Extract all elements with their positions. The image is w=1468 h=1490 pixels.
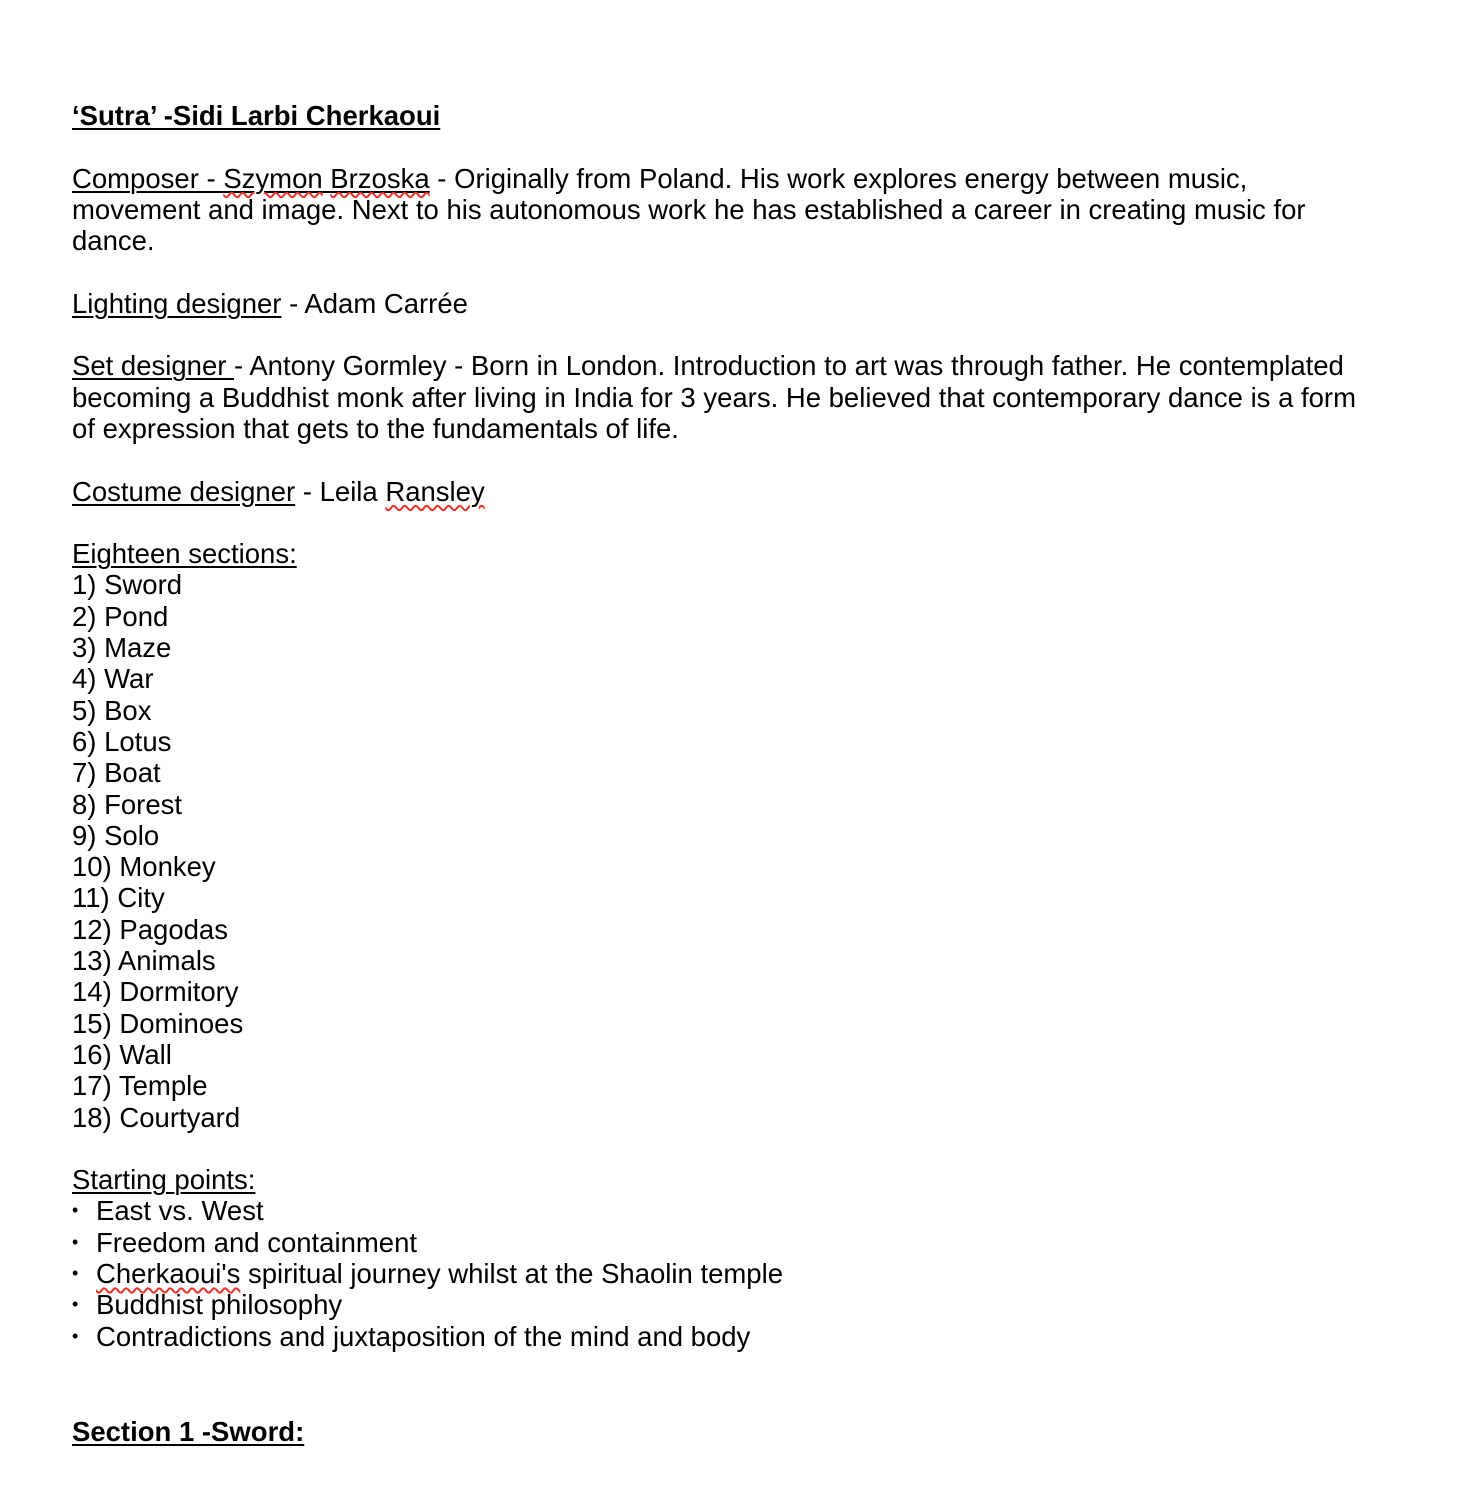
starting-points-list xyxy=(72,1195,1372,1351)
composer-label: Composer - Szymon Brzoska xyxy=(72,162,430,194)
document-title: ‘Sutra’ -Sidi Larbi Cherkaoui xyxy=(72,100,441,131)
bullet-icon: • xyxy=(72,1200,79,1221)
list-item: • Cherkaoui's spiritual journey whilst at the Shaolin temple xyxy=(72,1257,784,1289)
sections-list xyxy=(72,569,1372,1132)
bullet-icon: • xyxy=(72,1231,79,1252)
list-item: 16) Wall xyxy=(72,1038,172,1070)
list-item: 12) Pagodas xyxy=(72,913,228,945)
lighting-value: - Adam Carrée xyxy=(281,287,468,319)
composer-description: - Originally from Poland. His work explores energy between music, movement and image. Next to his autonomous work he has established a career in creating music for dance. xyxy=(72,162,1306,257)
list-item: 15) Dominoes xyxy=(72,1007,244,1039)
list-item: 6) Lotus xyxy=(72,725,172,757)
costume-surname: Ransley xyxy=(385,475,485,507)
list-item: 3) Maze xyxy=(72,632,172,664)
spacer xyxy=(72,507,1372,538)
spacer xyxy=(72,444,1372,475)
list-item: 2) Pond xyxy=(72,600,169,632)
list-item: 14) Dormitory xyxy=(72,976,239,1008)
spacer xyxy=(72,1133,1372,1164)
document-page xyxy=(72,100,1372,1447)
set-label: Set designer xyxy=(72,350,235,382)
bullet-icon: • xyxy=(72,1325,79,1346)
bullet-icon: • xyxy=(72,1262,79,1283)
spacer xyxy=(72,1352,1372,1416)
list-item: 5) Box xyxy=(72,694,152,726)
list-item: • Buddhist philosophy xyxy=(72,1289,343,1321)
list-item: 7) Boat xyxy=(72,757,161,789)
spacer xyxy=(72,256,1372,287)
spacer xyxy=(72,131,1372,162)
list-item: 9) Solo xyxy=(72,819,160,851)
composer-last-name: Brzoska xyxy=(330,162,430,194)
costume-value-prefix: - Leila xyxy=(295,475,386,507)
list-item: 13) Animals xyxy=(72,945,216,977)
list-item: • Contradictions and juxtaposition of the mind and body xyxy=(72,1320,751,1352)
list-item: 17) Temple xyxy=(72,1070,208,1102)
list-item: 18) Courtyard xyxy=(72,1101,241,1133)
flagged-word: Cherkaoui's xyxy=(96,1257,241,1289)
composer-paragraph xyxy=(72,163,1372,257)
list-item: 1) Sword xyxy=(72,569,183,601)
list-item: 8) Forest xyxy=(72,788,183,820)
sections-heading: Eighteen sections: xyxy=(72,538,297,570)
bullet-icon: • xyxy=(72,1294,79,1315)
composer-first-name: Szymon xyxy=(223,162,323,194)
lighting-paragraph xyxy=(72,288,1372,319)
list-item: 4) War xyxy=(72,663,154,695)
list-item: • East vs. West xyxy=(72,1195,264,1227)
set-paragraph xyxy=(72,350,1372,444)
starting-points-heading: Starting points: xyxy=(72,1164,256,1196)
costume-paragraph xyxy=(72,476,1372,507)
lighting-label: Lighting designer xyxy=(72,287,282,319)
list-item: 10) Monkey xyxy=(72,851,216,883)
list-item: 11) City xyxy=(72,882,165,914)
set-description: - Antony Gormley - Born in London. Introduction to art was through father. He contemplated becoming a Buddhist monk after living in India for 3 years. He believed that contemporary dance is a form of expression that gets to the fundamentals of life. xyxy=(72,350,1357,444)
list-item: • Freedom and containment xyxy=(72,1226,418,1258)
spacer xyxy=(72,319,1372,350)
section-1-heading: Section 1 -Sword: xyxy=(72,1415,305,1447)
costume-label: Costume designer xyxy=(72,475,296,507)
